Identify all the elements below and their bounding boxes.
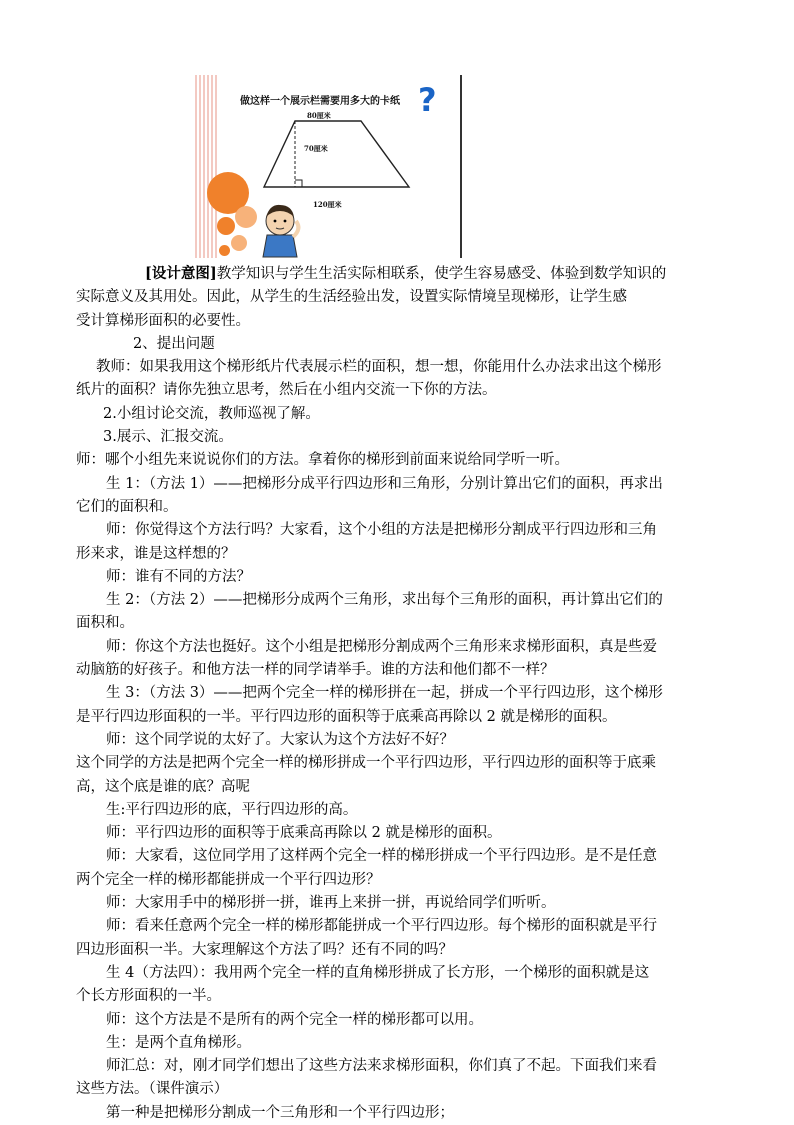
slide-title: 做这样一个展示栏需要用多大的卡纸 <box>240 96 400 107</box>
slide-image <box>195 75 462 258</box>
text-line: 两个完全一样的梯形都能拼成一个平行四边形？ <box>76 871 381 888</box>
paragraph <box>76 262 721 286</box>
text-line: 师：谁有不同的方法？ <box>106 568 251 585</box>
text-line: 实际意义及其用处。因此，从学生的生活经验出发，设置实际情境呈现梯形，让学生感 <box>76 289 627 306</box>
text-line: 生:平行四边形的底，平行四边形的高。 <box>106 801 358 818</box>
text-line: 师：哪个小组先来说说你们的方法。拿着你的梯形到前面来说给同学听一听。 <box>76 452 569 469</box>
text-line: 师：这个方法是不是所有的两个完全一样的梯形都可以用。 <box>106 1011 483 1028</box>
document-body <box>76 262 721 1125</box>
text-line: 师：看来任意两个完全一样的梯形都能拼成一个平行四边形。每个梯形的面积就是平行 <box>106 918 657 935</box>
text-line: 2.小组讨论交流，教师巡视了解。 <box>103 405 320 422</box>
trapezoid-diagram <box>195 75 462 258</box>
text-line: 动脑筋的好孩子。和他方法一样的同学请举手。谁的方法和他们都不一样？ <box>76 662 555 679</box>
text-line: 它们的面积和。 <box>76 498 178 515</box>
text-line: 高，这个底是谁的底？高呢 <box>76 778 250 795</box>
text-line: 四边形面积一半。大家理解这个方法了吗？还有不同的吗？ <box>76 941 453 958</box>
text-line: 生 2：（方法 2）——把梯形分成两个三角形，求出每个三角形的面积，再计算出它们的 <box>106 592 663 609</box>
text-line: 第一种是把梯形分割成一个三角形和一个平行四边形； <box>106 1104 454 1121</box>
text-line: 受计算梯形面积的必要性。 <box>76 312 250 329</box>
text-line: 这些方法。（课件演示） <box>76 1081 229 1098</box>
text-line: 教学知识与学生生活实际相联系，使学生容易感受、体验到数学知识的 <box>216 266 667 282</box>
height-label: 70厘米 <box>304 144 328 153</box>
text-line: 教师：如果我用这个梯形纸片代表展示栏的面积，想一想，你能用什么办法求出这个梯形 <box>96 359 662 376</box>
text-line: 师：平行四边形的面积等于底乘高再除以 2 就是梯形的面积。 <box>106 825 502 842</box>
section-heading: 2、提出问题 <box>133 335 215 352</box>
text-line: 生 3：（方法 3）——把两个完全一样的梯形拼在一起，拼成一个平行四边形，这个梯形 <box>106 685 663 702</box>
text-line: 师：大家看，这位同学用了这样两个完全一样的梯形拼成一个平行四边形。是不是任意 <box>106 848 657 865</box>
text-line: 3.展示、汇报交流。 <box>103 429 233 446</box>
text-line: 生 1：（方法 1）——把梯形分成平行四边形和三角形，分别计算出它们的面积，再求出 <box>106 475 663 492</box>
text-line: 师：大家用手中的梯形拼一拼，谁再上来拼一拼，再说给同学们听听。 <box>106 895 556 912</box>
text-line: 这个同学的方法是把两个完全一样的梯形拼成一个平行四边形，平行四边形的面积等于底乘 <box>76 755 656 772</box>
text-line: 师汇总：对，刚才同学们想出了这些方法来求梯形面积，你们真了不起。下面我们来看 <box>106 1058 657 1075</box>
text-line: 生 4（方法四）：我用两个完全一样的直角梯形拼成了长方形，一个梯形的面积就是这 <box>106 964 650 981</box>
design-intent-label: [设计意图] <box>145 265 217 282</box>
text-line: 师：你觉得这个方法行吗？大家看，这个小组的方法是把梯形分割成平行四边形和三角 <box>106 522 657 539</box>
text-line: 纸片的面积？请你先独立思考，然后在小组内交流一下你的方法。 <box>76 382 497 399</box>
text-line: 是平行四边形面积的一半。平行四边形的面积等于底乘高再除以 2 就是梯形的面积。 <box>76 708 617 725</box>
text-line: 师：这个同学说的太好了。大家认为这个方法好不好？ <box>106 731 454 748</box>
top-base-label: 80厘米 <box>307 111 331 120</box>
text-line: 生：是两个直角梯形。 <box>106 1034 251 1051</box>
text-line: 形来求，谁是这样想的？ <box>76 545 236 562</box>
text-line: 面积和。 <box>76 615 134 632</box>
text-line: 师：你这个方法也挺好。这个小组是把梯形分割成两个三角形来求梯形面积，真是些爱 <box>106 638 657 655</box>
bottom-base-label: 120厘米 <box>313 200 342 209</box>
question-mark-icon: ? <box>418 81 437 119</box>
boy-thinking-icon <box>250 199 310 258</box>
text-line: 个长方形面积的一半。 <box>76 988 221 1005</box>
